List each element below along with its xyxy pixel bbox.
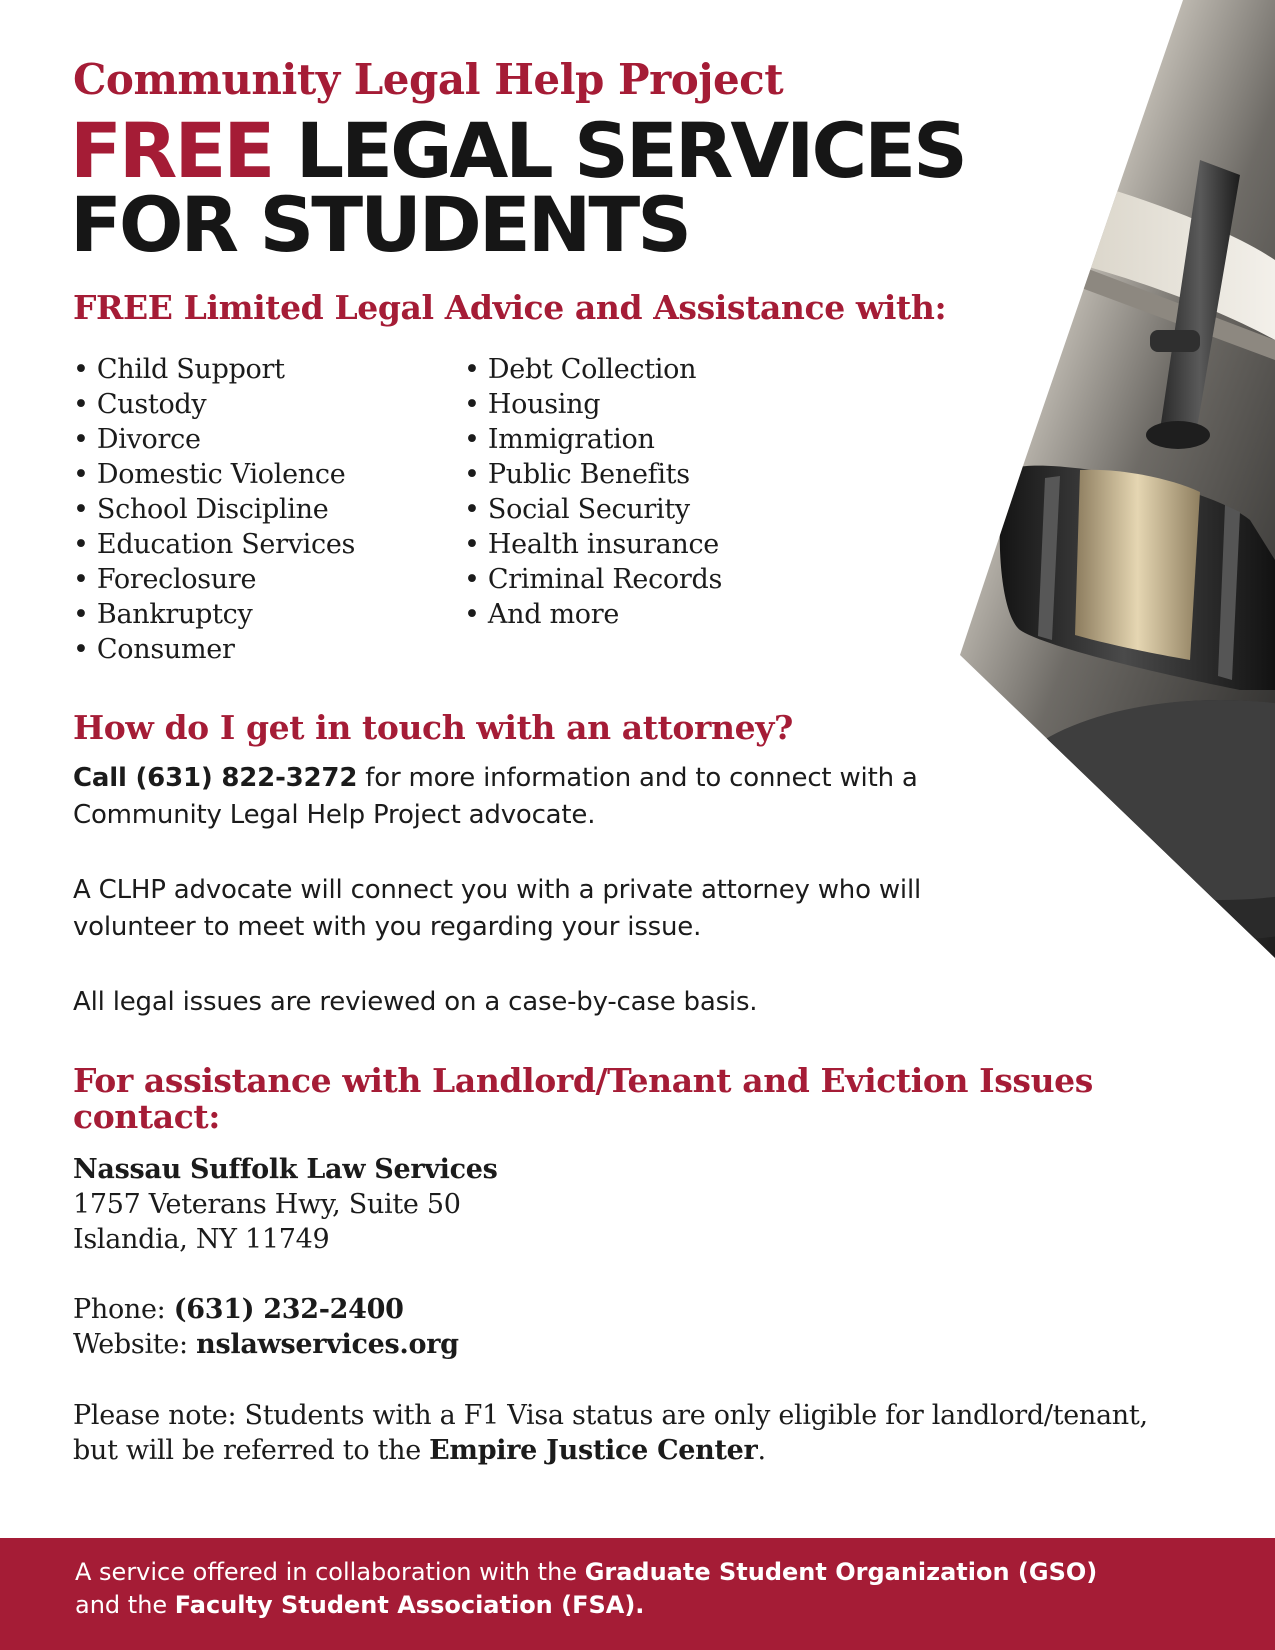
services-heading: FREE Limited Legal Advice and Assistance with: <box>73 288 947 327</box>
advocate-line1: A CLHP advocate will connect you with a private attorney who will <box>73 875 921 905</box>
contact-attorney-heading: How do I get in touch with an attorney? <box>73 708 793 747</box>
service-item: • Debt Collection <box>464 352 722 387</box>
service-item: • Consumer <box>73 632 355 667</box>
advocate-paragraph <box>73 872 921 946</box>
landlord-heading-line1: For assistance with Landlord/Tenant and Eviction Issues <box>73 1061 1093 1100</box>
law-services-address <box>73 1152 498 1257</box>
visa-note-line1: Please note: Students with a F1 Visa status are only eligible for landlord/tenant, <box>73 1400 1148 1431</box>
phone-number[interactable]: (631) 232-2400 <box>173 1294 404 1325</box>
footer-fsa: Faculty Student Association (FSA). <box>174 1591 645 1619</box>
service-item: • Domestic Violence <box>73 457 355 492</box>
call-paragraph <box>73 760 918 834</box>
address-line2: Islandia, NY 11749 <box>73 1224 330 1255</box>
call-text: for more information and to connect with a <box>357 763 918 793</box>
service-item: • Criminal Records <box>464 562 722 597</box>
call-phone: Call (631) 822-3272 <box>73 763 358 793</box>
law-services-name: Nassau Suffolk Law Services <box>73 1154 498 1185</box>
landlord-tenant-heading <box>73 1063 1093 1135</box>
landlord-heading-line2: contact: <box>73 1097 221 1136</box>
website-link[interactable]: nslawservices.org <box>196 1329 459 1360</box>
service-item: • Public Benefits <box>464 457 722 492</box>
review-note: All legal issues are reviewed on a case-by-case basis. <box>73 987 758 1017</box>
service-item: • Social Security <box>464 492 722 527</box>
service-item: • Foreclosure <box>73 562 355 597</box>
empire-justice-center: Empire Justice Center <box>429 1435 758 1466</box>
headline-line1: LEGAL SERVICES <box>295 106 965 195</box>
advocate-line2: volunteer to meet with you regarding your issue. <box>73 912 702 942</box>
service-item: • Custody <box>73 387 355 422</box>
service-item: • And more <box>464 597 722 632</box>
service-item: • Education Services <box>73 527 355 562</box>
service-item: • School Discipline <box>73 492 355 527</box>
phone-label: Phone: <box>73 1294 174 1325</box>
footer-gso: Graduate Student Organization (GSO) <box>584 1558 1098 1586</box>
law-services-contact <box>73 1292 459 1362</box>
services-list-left <box>73 352 355 667</box>
visa-note-suffix: . <box>757 1435 766 1466</box>
service-item: • Divorce <box>73 422 355 457</box>
service-item: • Housing <box>464 387 722 422</box>
headline-line2: FOR STUDENTS <box>70 180 689 269</box>
footer-line1-prefix: A service offered in collaboration with the <box>75 1558 585 1586</box>
organization-name: Community Legal Help Project <box>73 55 784 104</box>
main-headline <box>70 106 965 269</box>
footer-banner <box>0 1538 1275 1650</box>
service-item: • Child Support <box>73 352 355 387</box>
footer-text <box>75 1556 1097 1622</box>
visa-note <box>73 1398 1148 1468</box>
headline-highlight: FREE <box>70 106 273 195</box>
service-item: • Immigration <box>464 422 722 457</box>
address-line1: 1757 Veterans Hwy, Suite 50 <box>73 1189 461 1220</box>
website-label: Website: <box>73 1329 197 1360</box>
service-item: • Health insurance <box>464 527 722 562</box>
visa-note-prefix: but will be referred to the <box>73 1435 430 1466</box>
call-text-line2: Community Legal Help Project advocate. <box>73 800 596 830</box>
service-item: • Bankruptcy <box>73 597 355 632</box>
services-list-right <box>464 352 722 632</box>
footer-line2-prefix: and the <box>75 1591 175 1619</box>
